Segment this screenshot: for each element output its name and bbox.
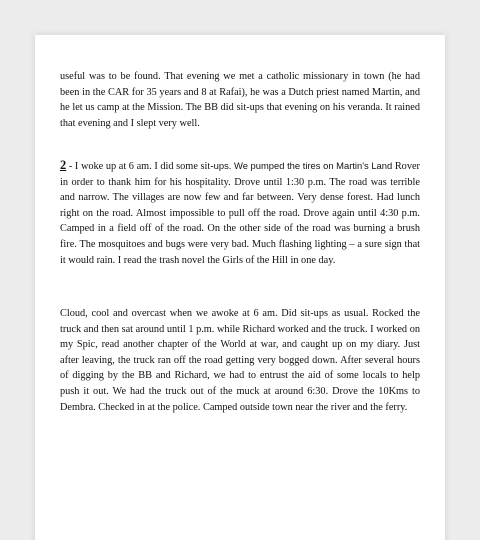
day-2-sans-text: ups. We pumped the tires on Martin's Land <box>213 160 393 171</box>
paragraph-day-3: Cloud, cool and overcast when we awoke at 6 am. Did sit-ups as usual. Rocked the truck and then sat around until 1 p.m. while Richard worked and the truck. I worked on my Spic, read another chapter of the World at war, and caught up on my diary. Just after leaving, the truck ran off the road getting very bogged down. After several hours of digging by the BB and Richard, we had to entrust the aid of some locals to help push it out. We had the truck out of the muck at around 6:30. Drove the 10Kms to Dembra. Checked in at the police. Camped outside town near the river and the ferry. <box>60 308 420 413</box>
day-2-rest-text: Rover in order to thank him for his hospitality. Drove until 1:30 p.m. The road was terrible and narrow. The villages are now few and far between. Very dense forest. Had lunch right on the road. Almost impossible to pull off the road. Drove again until 4:30 p.m. Camped in a field off of the road. On the other side of the road was burning a brush fire. The mosquitoes and bugs were very bad. Much flashing lighting – a sure sign that it would rain. I read the trash novel the Girls of the Hill in one day. <box>60 161 420 266</box>
document-page <box>35 35 445 540</box>
paragraph-day-2 <box>60 158 420 268</box>
paragraph-day-1-continued: useful was to be found. That evening we met a catholic missionary in town (he had been in the CAR for 35 years and 8 at Rafai), he was a Dutch priest named Martin, and he let us camp at the Mission. The BB did sit-ups that evening on his veranda. It rained that evening and I slept very well. <box>60 71 420 129</box>
day-2-lead-text: - I woke up at 6 am. I did some sit- <box>66 161 214 172</box>
day-number: 2 <box>60 158 67 172</box>
